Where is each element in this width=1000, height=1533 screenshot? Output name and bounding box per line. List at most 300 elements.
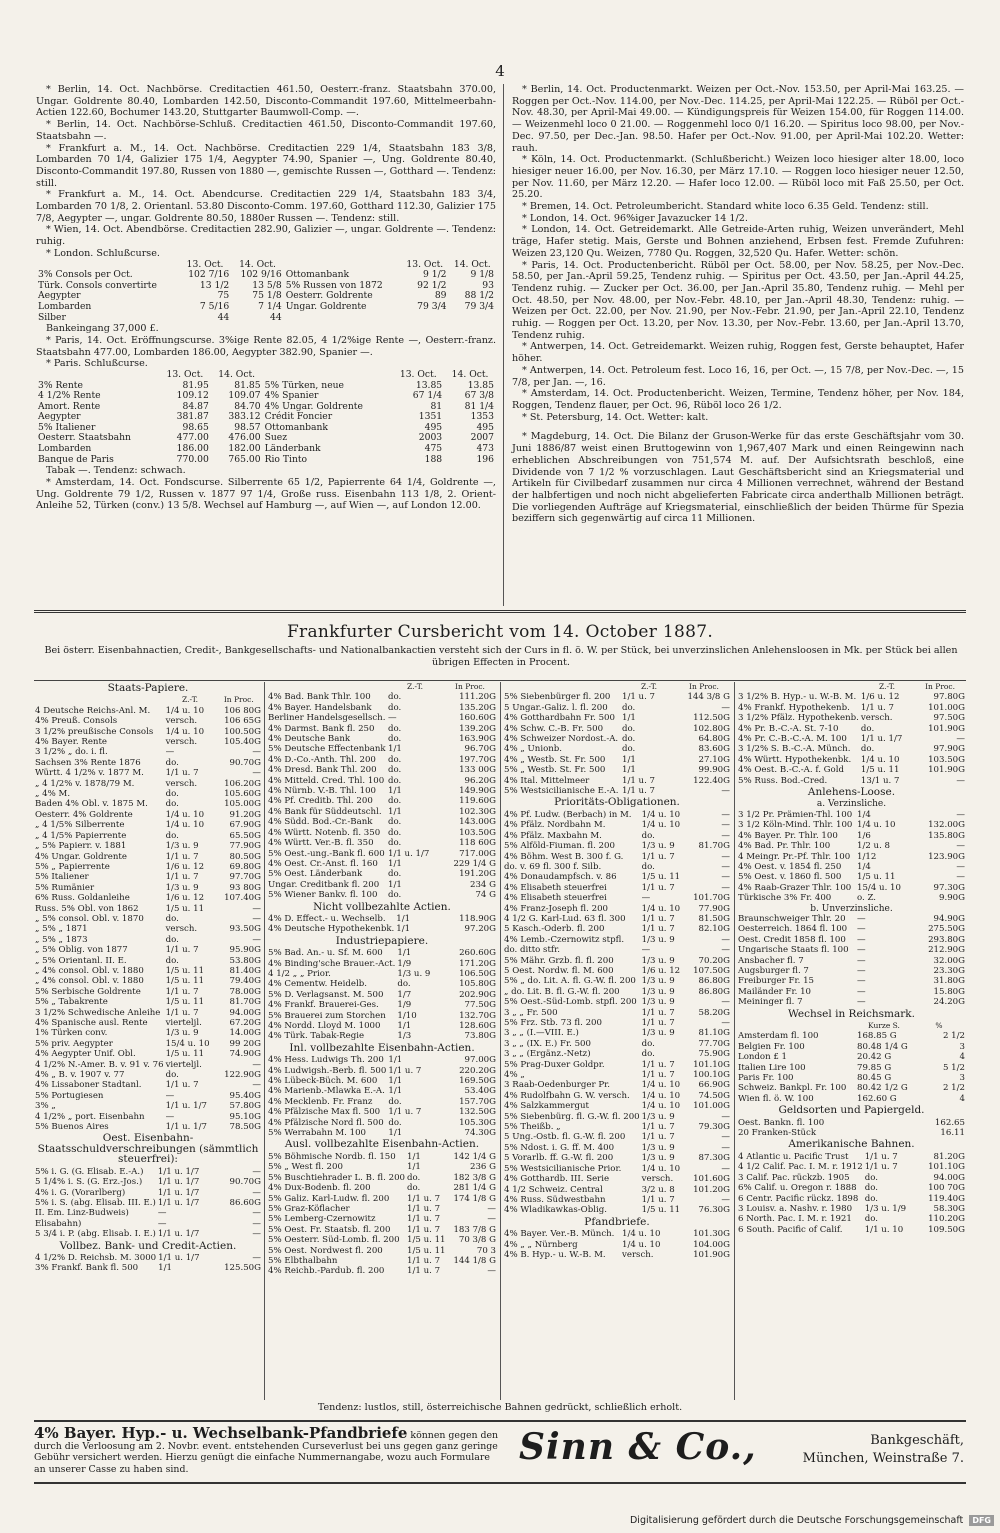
price-row xyxy=(267,1076,497,1086)
column-divider xyxy=(264,682,265,1400)
coupon-term: 1/1 u. 1/7 xyxy=(388,848,430,859)
price-row xyxy=(267,849,497,859)
coupon-term: 80.42 1/2 G xyxy=(857,1083,908,1094)
security-name: 3 Calif. Pac. rückzb. 1905 xyxy=(738,1172,850,1183)
price-column-4 xyxy=(737,682,966,1235)
coupon-term: 1/1 u. 1/7 xyxy=(157,1229,200,1240)
security-name: 4 Meingr. Pr.-Pf. Thlr. 100 xyxy=(738,851,851,862)
price-value: 212.90G xyxy=(928,945,965,956)
price-table xyxy=(737,1152,966,1235)
coupon-term: do. xyxy=(641,861,655,872)
price-value: — xyxy=(721,1194,730,1205)
security-name: Meininger fl. 7 xyxy=(738,997,803,1008)
price-value: — xyxy=(721,1018,730,1028)
price-value: 202.90G xyxy=(459,989,496,1000)
price-value: 100 70G xyxy=(928,1183,965,1194)
price-row xyxy=(34,1208,262,1218)
price-row xyxy=(503,1080,731,1090)
table-cell: 84.70 xyxy=(234,400,261,412)
price-row xyxy=(267,979,497,989)
price-value: 2 1/2 xyxy=(942,1083,965,1094)
right-news-column xyxy=(512,84,964,525)
security-name: 5% Elbthalbahn xyxy=(268,1255,338,1266)
coupon-term: do. xyxy=(622,734,636,745)
price-row xyxy=(267,869,497,879)
price-row xyxy=(503,1018,731,1028)
table-cell: 88 1/2 xyxy=(464,290,494,302)
table-row xyxy=(36,313,496,324)
coupon-term: 1/4 xyxy=(857,861,871,872)
coupon-term: 1/1 u. 7 xyxy=(622,775,656,786)
security-name: 4% B. Hyp.- u. W.-B. M. xyxy=(504,1249,606,1260)
news-item: * Köln, 14. Oct. Productenmarkt. (Schlußbericht.) Weizen loco hiesiger alter 18.00, loco hiesiger neuer 16.00, per Nov. 16.30, per März 17.10. — Roggen loco hiesiger neuer 12.50, per Nov. 11.60, per März 12.20. — Hafer loco 12.00. — Rüböl loco mit Faß 25.50, per Oct. 25.20. xyxy=(512,154,964,201)
coupon-term: 1/5 u. 11 xyxy=(165,976,205,987)
security-name: 5% Theißb. „ xyxy=(504,1122,561,1133)
price-value: 104.00G xyxy=(693,1239,730,1250)
table-cell: 81 xyxy=(430,400,443,412)
price-row xyxy=(34,987,262,997)
security-name: 4% Darmst. Bank fl. 250 xyxy=(268,723,375,734)
news-item: * Berlin, 14. Oct. Productenmarkt. Weizen per Oct.-Nov. 153.50, per April-Mai 163.25. — Roggen per Oct.-Nov. 114.00, per Nov.-Dec. 114.25, per April-Mai 122.25. — Rüböl per Oct.-Nov. 48.30, per April-Mai 49.00. — Kündigungspreis für Weizen 154.00, für Roggen 114.00. — Weizenmehl loco 0 21.00. — Roggenmehl loco 0/1 16.20. — Spiritus loco 98.00, per Nov.-Dec. 97.50, per Dec.-Jan. 98.50. Hafer per Oct.-Nov. 91.00, per April-Mai 102.20. Wetter: rauh. xyxy=(512,84,964,154)
price-row xyxy=(267,838,497,848)
price-row xyxy=(34,820,262,830)
coupon-term: 20.42 G xyxy=(857,1052,892,1063)
price-row xyxy=(267,1086,497,1096)
security-name: 5% Werrabahn M. 100 xyxy=(268,1128,367,1139)
price-column-2 xyxy=(267,682,497,1277)
price-value: 95.40G xyxy=(229,1090,261,1101)
price-value: 94.00G xyxy=(933,1172,965,1183)
price-value: — xyxy=(956,809,965,820)
coupon-term: do. xyxy=(641,830,655,841)
news-item: * Magdeburg, 14. Oct. Die Bilanz der Gruson-Werke für das erste Geschäftsjahr vom 30. Juni 1886/87 weist einen Bruttogewinn von 1,967,407 Mark und einen Reingewinn nach erheblichen Abschreibungen von 751,574 M. auf. Der Aufsichtsrath beschloß, eine Dividende von 7 1/2 % vorzuschlagen. Laut Geschäftsbericht sind an Kriegsmaterial und Artikeln für Civilbedarf zusammen nur circa 4 Millionen verrechnet, während der Bestand der halbfertigen und noch nicht abgelieferten Fabricate circa anderthalb Millionen beträgt. Die vorliegenden Aufträge auf Kriegsmaterial, einschließlich der beiden Thürme für Spezia beziffern sich gegenwärtig auf circa 11 Millionen. xyxy=(512,431,964,525)
security-name: Ungar. Creditbank fl. 200 xyxy=(268,879,380,890)
coupon-term: 1/7 xyxy=(397,989,412,1000)
table-header-row xyxy=(36,370,496,381)
coupon-term: 1/1 u. 1/7 xyxy=(165,1101,207,1112)
price-value: 119.40G xyxy=(928,1193,965,1204)
price-value: — xyxy=(721,1163,730,1174)
news-item: * Paris, 14. Oct. Productenbericht. Rüböl per Oct. 58.00, per Nov. 58.25, per Nov.-Dec. 58.50, per Jan.-April 59.25, Tendenz ruhig. — Spiritus per Oct. 43.50, per Jan.-April 44.25, Tendenz ruhig. — Zucker per Oct. 36.00, per Jan.-April 35.80, Tendenz ruhig. — Mehl per Oct. 48.50, per Nov. 48.00, per Nov.-Febr. 48.10, per Jan.-April 48.30, Tendenz: ruhig. — Weizen per Oct. 22.00, per Nov. 21.90, per Nov.-Febr. 21.90, per Jan.-April 22.10, Tendenz ruhig. — Roggen per Oct. 13.20, per Nov. 13.30, per Nov.-Febr. 13.60, per Jan.-April 13.70, Tendenz ruhig. xyxy=(512,259,964,341)
coupon-term: do. xyxy=(397,979,411,990)
coupon-term: 1/3 u. 9 xyxy=(641,1153,675,1164)
security-name: 5% Wiener Bankv. fl. 100 xyxy=(268,890,378,901)
security-name: 4% Elisabeth steuerfrei xyxy=(504,893,607,904)
security-name: 5 3/4 i. P. (abg. Elisab. I. E.) xyxy=(35,1229,156,1240)
security-name: Türkische 3% Fr. 400 xyxy=(738,893,832,904)
price-header-cell: Kurze S. xyxy=(868,1021,900,1030)
security-name: 5% Ndost. i. G. ff. M. 400 xyxy=(504,1142,615,1153)
price-value: 220.20G xyxy=(459,1065,496,1076)
security-name: Schweiz. Bankpl. Fr. 100 xyxy=(738,1083,847,1094)
security-name: „ do. Lit. B. fl. G.-W. fl. 200 xyxy=(504,986,620,997)
security-name: Italien Lire 100 xyxy=(738,1062,806,1073)
security-name: 4% Oest. B.-C.-A. f. Gold xyxy=(738,765,844,776)
table-cell: 75 xyxy=(217,290,230,302)
price-value: 81.20G xyxy=(933,1151,965,1162)
table-cell: 81.95 xyxy=(182,379,209,391)
news-item: * Amsterdam, 14. Oct. Fondscurse. Silberrente 65 1/2, Papierrente 64 1/4, Goldrente —, Ung. Goldrente 79 1/2, Russen v. 1877 97 1/4, Große russ. Eisenbahn 113 1/8, 2. Orient-Anleihe 52, Türken (conv.) 13 5/8. Wechsel auf Hamburg —, auf Wien —, auf London 12.00. xyxy=(36,476,496,512)
security-name: 4% Reichb.-Pardub. fl. 200 xyxy=(268,1266,385,1277)
table-cell: 44 xyxy=(217,311,230,323)
price-row xyxy=(737,1052,966,1062)
price-row xyxy=(737,713,966,723)
coupon-term: do. xyxy=(622,744,636,755)
price-row xyxy=(737,1214,966,1224)
table-cell: 383.12 xyxy=(228,411,261,423)
security-name: 3 „ „ (IX. E.) Fr. 500 xyxy=(504,1038,591,1049)
price-value: 64.80G xyxy=(698,734,730,745)
security-name: 4% Frankf. Brauerei-Ges. xyxy=(268,1000,379,1011)
price-value: 101.10G xyxy=(693,1059,730,1070)
price-value: 70.20G xyxy=(698,955,730,966)
price-row xyxy=(34,1167,262,1177)
price-value: 119.60G xyxy=(459,796,496,807)
price-header-cell xyxy=(737,1021,856,1031)
price-value: 107.40G xyxy=(224,893,261,904)
table-cell: 765.00 xyxy=(228,453,261,465)
price-header-cell: Z.-T. xyxy=(182,695,199,705)
security-name: 5 Kasch.-Oderb. fl. 200 xyxy=(504,924,605,935)
price-value: 57.80G xyxy=(229,1101,261,1112)
price-row xyxy=(267,1162,497,1172)
coupon-term: do. xyxy=(388,796,402,807)
price-value: 182 3/8 G xyxy=(453,1172,496,1183)
table-cell: 186.00 xyxy=(176,443,209,455)
security-name: 3 1/2% Pfälz. Hypothekenb. xyxy=(738,713,859,724)
coupon-term: do. xyxy=(165,934,179,945)
table-cell: 102 7/16 xyxy=(188,269,230,281)
price-row xyxy=(503,976,731,986)
coupon-term: versch. xyxy=(641,1174,674,1185)
news-item: * Paris. Schlußcurse. xyxy=(46,358,148,370)
price-value: 79.30G xyxy=(698,1122,730,1133)
advert-firm-name: Sinn & Co., xyxy=(519,1426,757,1468)
coupon-term: — xyxy=(165,1111,175,1122)
security-name: do. ditto stfr. xyxy=(504,945,560,956)
price-row xyxy=(737,997,966,1007)
security-name: 5% D. Verlagsanst. M. 500 xyxy=(268,989,384,1000)
coupon-term: 1/3 u. 9 xyxy=(641,841,675,852)
price-row xyxy=(34,1060,262,1070)
security-name: 4% Wladikawkas-Oblig. xyxy=(504,1205,607,1216)
coupon-term: 1/5 u. 11 xyxy=(407,1245,446,1256)
table-cell: 89 xyxy=(434,290,447,302)
coupon-term: 1/1 u. 7 xyxy=(165,872,199,883)
coupon-term: 1/5 u. 11 xyxy=(860,765,900,776)
coupon-term: 1/1 u. 7 xyxy=(641,1018,675,1028)
price-value: 93.50G xyxy=(229,924,261,935)
kursbericht-note: Bei österr. Eisenbahnactien, Credit-, Bankgesellschafts- und Nationalbankactien versteht sich der Curs in fl. ö. W. per Stück, bei unverzinslichen Anlehensloosen in Mk. per Stück bei allen übrigen Effecten in Procent. xyxy=(44,645,958,668)
security-name: 4% Württ. Hypothekenbk. xyxy=(738,754,852,765)
price-row xyxy=(34,1018,262,1028)
coupon-term: 1/1 u. 7 xyxy=(641,1007,675,1018)
coupon-term: 1/1 u. 7 xyxy=(641,851,675,862)
price-row xyxy=(267,734,497,744)
security-name: 5% Oest.-Süd-Lomb. stpfl. 200 xyxy=(504,997,637,1008)
price-value: 260.60G xyxy=(459,948,496,959)
security-name: 5% Galiz. Karl-Ludw. fl. 200 xyxy=(268,1193,390,1204)
price-row xyxy=(34,706,262,716)
price-row xyxy=(267,1194,497,1204)
price-value: 112.50G xyxy=(693,713,730,724)
price-row xyxy=(267,1204,497,1214)
price-value: 15.80G xyxy=(933,986,965,997)
table-cell: 98.57 xyxy=(234,421,261,433)
security-name: 5% Brauerei zum Storchen xyxy=(268,1010,386,1021)
section-heading: Anlehens-Loose. xyxy=(807,786,896,799)
table-cell: 4% Spanier xyxy=(264,390,319,402)
coupon-term: do. xyxy=(388,775,402,786)
price-row xyxy=(737,1183,966,1193)
price-row xyxy=(503,966,731,976)
price-value: 97.80G xyxy=(933,692,965,703)
security-name: 4% Ital. Mittelmeer xyxy=(504,775,590,786)
security-name: „ 4 1/5% Papierrente xyxy=(35,830,127,841)
security-name: 4 1/2 G. Karl-Lud. 63 fl. 300 xyxy=(504,913,626,924)
security-name: 4% Gotthardb. III. Serie xyxy=(504,1174,610,1185)
security-name: 4% „ xyxy=(504,1070,525,1081)
price-row xyxy=(267,765,497,775)
price-row xyxy=(34,956,262,966)
coupon-term: do. xyxy=(864,1193,878,1204)
security-name: 4% Ungar. Goldrente xyxy=(35,851,127,862)
price-value: 93 80G xyxy=(229,882,261,893)
coupon-term: do. xyxy=(388,1096,402,1107)
security-name: 4% Dresd. Bank Thl. 200 xyxy=(268,765,377,776)
security-name: 5% Oest. Fr. Staatsb. fl. 200 xyxy=(268,1224,391,1235)
table-cell: 13 5/8 xyxy=(252,279,282,291)
price-value: 77.50G xyxy=(464,1000,496,1011)
price-row xyxy=(503,883,731,893)
table-cell: 67 3/8 xyxy=(464,390,494,402)
coupon-term: 1/1 u. 7 xyxy=(165,945,199,956)
price-value: 101.00G xyxy=(928,702,965,713)
security-name: 4% Lübeck-Büch. M. 600 xyxy=(268,1076,378,1087)
price-row xyxy=(503,820,731,830)
coupon-term: vierteljl. xyxy=(165,1059,202,1070)
price-value: 74.50G xyxy=(698,1090,730,1101)
security-name: 5% Oest. v. 1860 fl. 500 xyxy=(738,872,842,883)
table-cell: 495 xyxy=(424,421,443,433)
price-row xyxy=(34,893,262,903)
news-item: * Wien, 14. Oct. Abendbörse. Creditactien 282.90, Galizier —, ungar. Goldrente —. Tendenz: ruhig. xyxy=(36,224,496,248)
price-row xyxy=(737,883,966,893)
security-name: 3% „ xyxy=(35,1101,56,1112)
price-row xyxy=(267,880,497,890)
price-value: 101.70G xyxy=(693,893,730,904)
coupon-term: 1/5 u. 11 xyxy=(857,872,896,883)
security-name: 5 Oest. Nordw. fl. M. 600 xyxy=(504,965,614,976)
coupon-term: do. xyxy=(622,702,636,713)
price-row xyxy=(34,1070,262,1080)
price-header-row xyxy=(737,682,966,692)
price-value: 78.50G xyxy=(229,1122,261,1133)
price-row xyxy=(503,831,731,841)
price-row xyxy=(267,1066,497,1076)
security-name: 4% „ Unionb. xyxy=(504,744,563,755)
coupon-term: 1/4 u. 10 xyxy=(641,1163,681,1174)
security-name: 4% Bayer. Pr. Thlr. 100 xyxy=(738,830,838,841)
price-value: 5 1/2 xyxy=(942,1062,965,1073)
security-name: Wien fl. ö. W. 100 xyxy=(738,1093,814,1104)
section-heading: Wechsel in Reichsmark. xyxy=(788,1007,915,1020)
security-name: 4 1/2% „ port. Eisenbahn xyxy=(35,1111,145,1122)
price-row xyxy=(34,966,262,976)
price-value: — xyxy=(252,1187,261,1198)
security-name: Berliner Handelsgesellsch. xyxy=(268,713,386,724)
price-value: 97.00G xyxy=(464,1055,496,1066)
security-name: 5% Graz-Köflacher xyxy=(268,1203,350,1214)
table-cell: 770.00 xyxy=(176,453,209,465)
table-cell: 109.07 xyxy=(228,390,261,402)
price-value: 183 7/8 G xyxy=(453,1224,496,1235)
security-name: London £ 1 xyxy=(738,1052,788,1063)
security-name: 4% Frankf. Hypothekenb. xyxy=(738,702,850,713)
security-name: „ 4% consol. Obl. v. 1880 xyxy=(35,976,144,987)
coupon-term: — xyxy=(857,924,866,935)
price-row xyxy=(737,1083,966,1093)
security-name: 4% Hess. Ludwigs Th. 200 xyxy=(268,1055,384,1066)
news-item: * Paris, 14. Oct. Eröffnungscurse. 3%ige Rente 82.05, 4 1/2%ige Rente —, Oesterr.-franz. Staatsbahn 477.00, Lombarden 186.00, Aegypter 382.90, Spanier —. xyxy=(36,334,496,358)
coupon-term: versch. xyxy=(165,924,198,935)
section-heading: Oest. Eisenbahn-Staatsschuldverschreibungen (sämmtlich steuerfrei): xyxy=(37,1132,259,1166)
price-header-cell: Z.-T. xyxy=(406,682,423,691)
coupon-term: 1/1 u. 7 xyxy=(641,1059,675,1070)
news-item: * London, 14. Oct. Getreidemarkt. Alle Getreide-Arten ruhig, Weizen unverändert, Mehl träge, Hafer stetig. Mais, Gerste und Bohnen anziehend, Erbsen fest. Fremde Zufuhren: Weizen 23,120 Qu. Weizen, 7780 Qu. Roggen, 32,520 Qu. Hafer. Wetter: schön. xyxy=(512,224,964,259)
price-value: — xyxy=(721,882,730,893)
coupon-term: 1/6 u. 12 xyxy=(860,692,900,703)
price-row xyxy=(737,1042,966,1052)
price-row xyxy=(737,1204,966,1214)
security-name: 4 Atlantic u. Pacific Trust xyxy=(738,1151,849,1162)
table-cell: 188 xyxy=(424,453,443,465)
price-value: 95.10G xyxy=(229,1111,261,1122)
security-name: 5% Westsicilianische Prior. xyxy=(504,1163,622,1174)
price-row xyxy=(267,914,497,924)
coupon-term xyxy=(856,1118,912,1128)
price-value: 101.90G xyxy=(928,765,965,776)
price-row xyxy=(737,1162,966,1172)
security-name: 4 1/2 Schweiz. Central xyxy=(504,1184,603,1195)
price-value: 169.50G xyxy=(459,1076,496,1087)
price-row xyxy=(267,744,497,754)
price-value: 70 3/8 G xyxy=(458,1235,496,1246)
price-value: 106.50G xyxy=(459,968,496,979)
table-cell: 381.87 xyxy=(176,411,209,423)
security-name: Sachsen 3% Rente 1876 xyxy=(35,757,141,768)
table-cell: 476.00 xyxy=(228,432,261,444)
price-row xyxy=(503,1164,731,1174)
security-name: 5% Alföld-Fiuman. fl. 200 xyxy=(504,841,615,852)
price-row xyxy=(34,810,262,820)
security-name: 4% Cementw. Heidelb. xyxy=(268,979,367,990)
security-name: 4% Lissaboner Stadtanl. xyxy=(35,1080,142,1091)
coupon-term: 1/1 xyxy=(622,713,636,724)
price-row xyxy=(737,872,966,882)
security-name: 4% Böhm. West B. 300 f. G. xyxy=(504,851,624,862)
coupon-term: do. xyxy=(165,1070,179,1081)
price-value: — xyxy=(252,913,261,924)
section-heading: Industriepapiere. xyxy=(335,934,429,947)
security-name: 3% Frankf. Bank fl. 500 xyxy=(35,1263,139,1274)
table-cell xyxy=(284,313,401,324)
price-value: 94.00G xyxy=(229,1007,261,1018)
price-row xyxy=(34,789,262,799)
price-value: — xyxy=(956,734,965,745)
price-value: 87.30G xyxy=(698,1153,730,1164)
coupon-term: — xyxy=(165,747,175,758)
coupon-term: 1/6 u. 12 xyxy=(641,965,681,976)
security-name: 4% Pr. B.-C.-A. St. 7-10 xyxy=(738,723,839,734)
security-name: 20 Franken-Stück xyxy=(738,1128,817,1139)
coupon-term: 1/4 u. 10 xyxy=(641,1101,681,1112)
coupon-term: 1/4 u. 10 xyxy=(165,820,205,831)
price-value: 125.50G xyxy=(224,1263,261,1274)
price-value: 102.80G xyxy=(693,723,730,734)
coupon-term: 1/3 u. 9 xyxy=(641,1028,675,1039)
price-value: — xyxy=(252,1218,261,1229)
price-row xyxy=(34,779,262,789)
price-header-cell xyxy=(737,682,860,692)
coupon-term: do. xyxy=(388,723,402,734)
price-row xyxy=(737,1173,966,1183)
table-cell: Türk. Consols convertirte xyxy=(38,279,157,291)
price-row xyxy=(503,924,731,934)
security-name: „ 4% M. xyxy=(35,789,71,800)
coupon-term: 1/1 u. 7 xyxy=(641,1070,675,1081)
price-row xyxy=(34,883,262,893)
price-value: 118.90G xyxy=(459,913,496,924)
security-name: 3 1/2% preußische Consols xyxy=(35,726,154,737)
coupon-term: 1/1 u. 1/7 xyxy=(158,1252,200,1263)
price-value: — xyxy=(721,851,730,862)
security-name: 5% Rumänier xyxy=(35,882,95,893)
price-row xyxy=(503,1060,731,1070)
security-name: 5% Bad. An.- u. Sf. M. 600 xyxy=(268,948,383,959)
coupon-term: 1/1 u. 1/7 xyxy=(157,1187,200,1198)
price-row xyxy=(34,1122,262,1132)
digitization-footer xyxy=(630,1515,994,1526)
price-row xyxy=(737,820,966,830)
price-header-cell xyxy=(503,682,621,692)
coupon-term: 1/1 u. 7 xyxy=(407,1255,441,1266)
price-table xyxy=(737,810,966,904)
table-cell: Ottomanbank xyxy=(285,269,350,281)
price-row xyxy=(503,744,731,754)
price-row xyxy=(503,1070,731,1080)
coupon-term: 1/1 xyxy=(388,879,402,890)
table-cell: Lombarden xyxy=(38,300,92,312)
price-header-row xyxy=(34,695,262,705)
price-row xyxy=(267,1055,497,1065)
price-row xyxy=(34,1112,262,1122)
price-value: 77.90G xyxy=(698,903,730,914)
price-row xyxy=(737,935,966,945)
coupon-term: 1/1 u. 1/7 xyxy=(157,1166,200,1177)
price-value: 86.80G xyxy=(698,976,730,987)
price-row xyxy=(267,1021,497,1031)
advert-address xyxy=(794,1432,964,1468)
price-table xyxy=(503,810,731,1216)
coupon-term: — xyxy=(641,893,651,904)
security-name: 3 Louisv. a. Nashv. r. 1980 xyxy=(738,1203,853,1214)
price-table xyxy=(34,1253,262,1274)
table-cell: Crédit Foncier xyxy=(264,411,333,423)
table-cell: Oesterr. Goldrente xyxy=(285,290,373,302)
coupon-term: 1/1 u. 7 xyxy=(641,924,675,935)
price-row xyxy=(267,796,497,806)
